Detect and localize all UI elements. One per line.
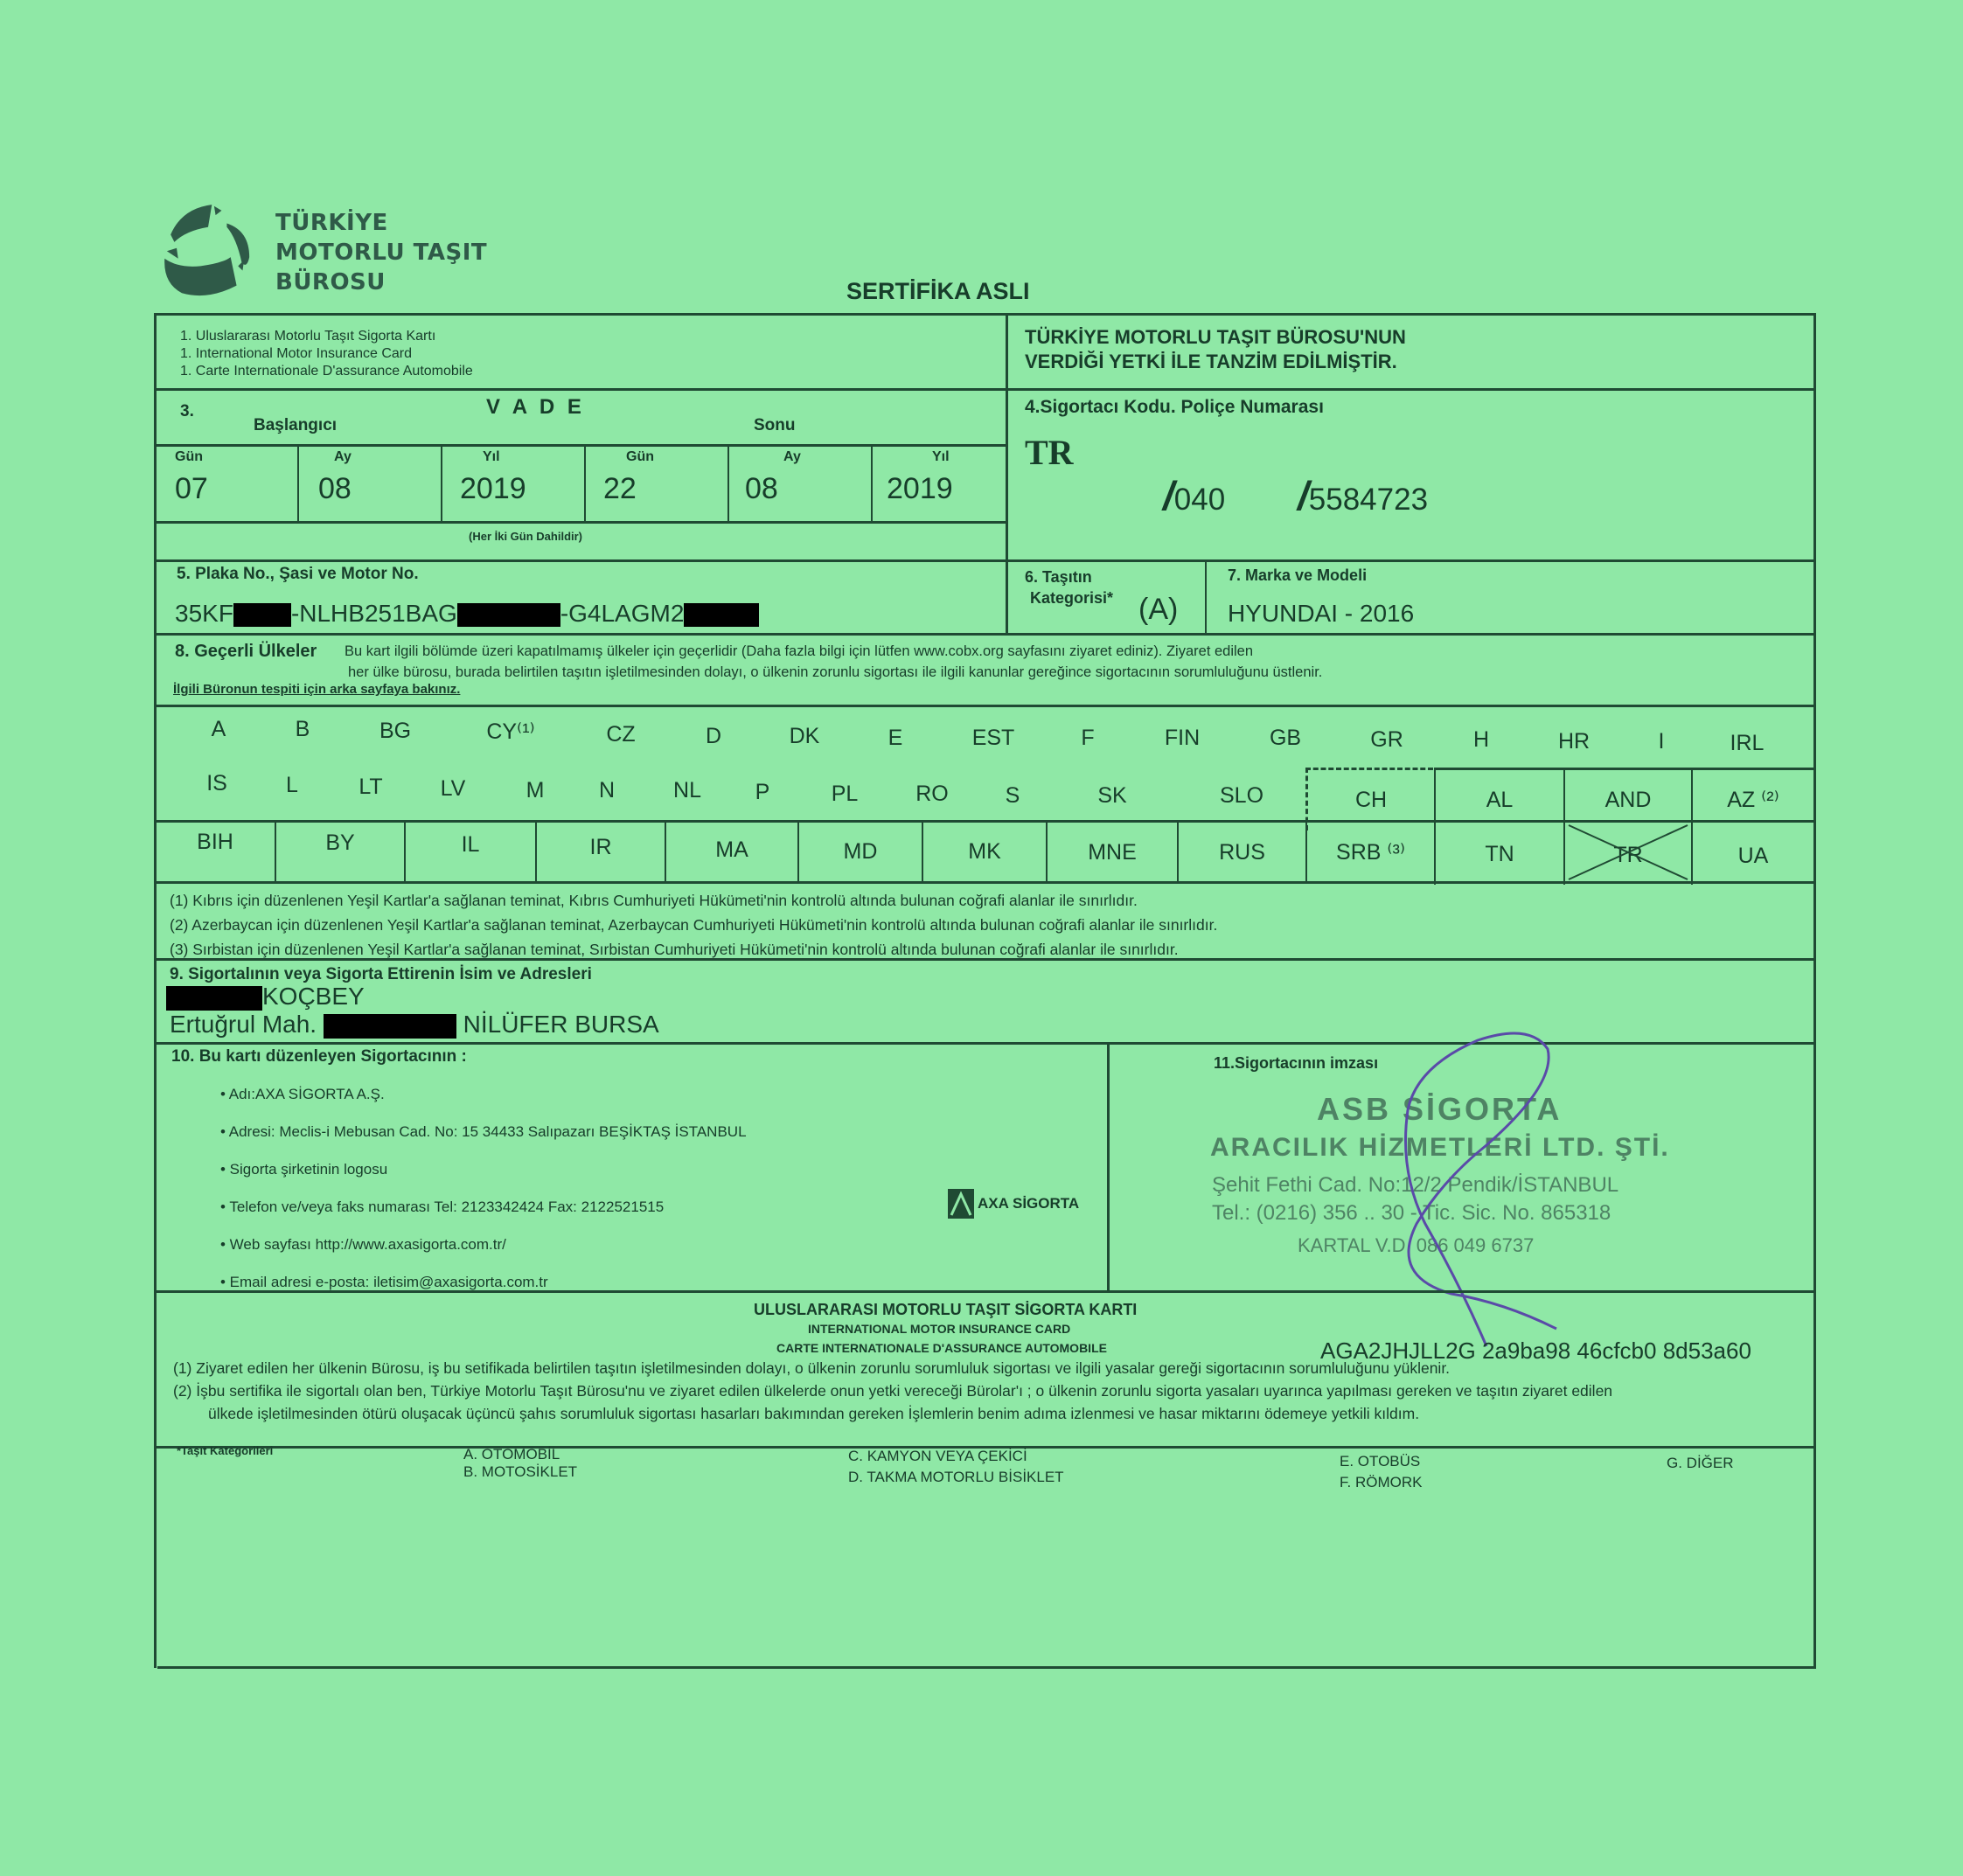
country-code: A xyxy=(211,717,226,741)
stamp-line-1: ASB SİGORTA xyxy=(1317,1091,1563,1127)
countries-text-1: Bu kart ilgili bölümde üzeri kapatılmamış ülkeler için geçerlidir (Daha fazla bilgi için lütfen www.cobx.org sayfasını ziyaret ediniz). Ziyaret edilen xyxy=(345,643,1254,659)
country-cell: RUS xyxy=(1219,839,1265,865)
country-code: PL xyxy=(831,782,859,806)
card-name-en: 1. International Motor Insurance Card xyxy=(180,346,413,361)
country-cell: BIH xyxy=(197,829,233,854)
tmtb-logo-icon xyxy=(156,191,261,309)
vehicle-categories-label: *Taşıt Kategorileri xyxy=(177,1444,274,1457)
country-cell: AND xyxy=(1605,787,1652,812)
date-value: 2019 xyxy=(460,472,526,505)
date-value: 22 xyxy=(603,472,637,505)
issuer-name: • Adı:AXA SİGORTA A.Ş. xyxy=(220,1086,385,1102)
stamp-line-4: Tel.: (0216) 356 .. 30 - Tic. Sic. No. 865318 xyxy=(1212,1201,1611,1225)
country-code: RO xyxy=(915,782,949,806)
country-code: GR xyxy=(1370,727,1403,752)
country-code: H xyxy=(1472,727,1490,752)
axa-logo-icon xyxy=(948,1189,974,1219)
footer-title-fr: CARTE INTERNATIONALE D'ASSURANCE AUTOMOBILE xyxy=(776,1341,1107,1355)
address-end: NİLÜFER BURSA xyxy=(463,1011,659,1038)
plate-label: 5. Plaka No., Şasi ve Motor No. xyxy=(177,565,419,583)
tmtb-logo-text xyxy=(275,208,487,297)
country-code: P xyxy=(755,780,770,804)
issuer-website: • Web sayfası http://www.axasigorta.com.tr/ xyxy=(220,1236,506,1253)
country-cell: BY xyxy=(325,830,355,855)
logo-line-1: TÜRKİYE xyxy=(275,210,388,236)
date-label: Ay xyxy=(334,449,352,464)
issuer-label: 10. Bu kartı düzenleyen Sigortacının : xyxy=(171,1047,467,1066)
date-label: Yıl xyxy=(932,449,950,464)
stamp-line-2: ARACILIK HİZMETLERİ LTD. ŞTİ. xyxy=(1210,1133,1670,1162)
insurer-code-label: 4.Sigortacı Kodu. Poliçe Numarası xyxy=(1025,397,1324,417)
countries-label: 8. Geçerli Ülkeler xyxy=(175,642,317,661)
date-value: 2019 xyxy=(887,472,953,505)
insured-name-value: KOÇBEY xyxy=(262,983,365,1010)
insured-name xyxy=(166,983,365,1011)
country-code: F xyxy=(1081,726,1095,750)
date-label: Ay xyxy=(783,449,801,464)
country-code: BG xyxy=(379,719,412,743)
country-cell: MNE xyxy=(1088,839,1137,865)
vehicle-category-c: C. KAMYON VEYA ÇEKİCİ xyxy=(848,1448,1027,1464)
date-label: Yıl xyxy=(483,449,500,464)
date-value: 08 xyxy=(745,472,778,505)
note-3: (3) Sırbistan için düzenlenen Yeşil Kartlar'a sağlanan teminat, Sırbistan Cumhuriyeti Hükümeti'nin kontrolü altında bulunan coğrafi alanlar ile sınırlıdır. xyxy=(170,941,1179,958)
country-code: DK xyxy=(789,724,820,748)
country-code: LT xyxy=(358,775,383,799)
country-code: CZ xyxy=(606,722,636,747)
cross-out-icon xyxy=(1565,823,1691,881)
country-cell: IL xyxy=(461,831,480,857)
issuer-details xyxy=(220,1075,747,1301)
note-2: (2) Azerbaycan için düzenlenen Yeşil Kartlar'a sağlanan teminat, Azerbaycan Cumhuriyeti Hükümeti'nin kontrolü altında bulunan coğrafi alanlar ile sınırlıdır. xyxy=(170,916,1218,934)
make-value: HYUNDAI - 2016 xyxy=(1228,600,1415,627)
section-1-card-names xyxy=(180,328,473,380)
clause-2a: (2) İşbu sertifika ile sigortalı olan ben, Türkiye Motorlu Taşıt Bürosu'nu ve ziyaret edilen ülkelerde onun yetki vereceği Bürolar'ı ; o ülkenin zorunlu sigorta yasaları uyarınca yapılması gereken ve taşıtın ziyaret edilen xyxy=(173,1382,1613,1400)
country-cell: UA xyxy=(1737,843,1769,868)
authority-statement xyxy=(1025,325,1406,374)
insurer-code-value: 040 xyxy=(1173,483,1226,517)
redaction-box xyxy=(233,603,291,627)
country-cell: SRB ⁽³⁾ xyxy=(1336,840,1405,865)
country-cell: TN xyxy=(1485,841,1514,866)
country-code: D xyxy=(705,724,722,748)
stamp-line-5: KARTAL V.D. 086 049 6737 xyxy=(1298,1234,1535,1256)
authority-line-1: TÜRKİYE MOTORLU TAŞIT BÜROSU'NUN xyxy=(1025,326,1406,348)
vehicle-category-f: F. RÖMORK xyxy=(1340,1474,1423,1490)
footer-title-tr: ULUSLARARASI MOTORLU TAŞIT SİGORTA KARTI xyxy=(754,1301,1138,1318)
validity-note: (Her İki Gün Dahildir) xyxy=(469,530,583,543)
redaction-box xyxy=(457,603,560,627)
country-cell-crossed xyxy=(1565,830,1691,879)
insurer-code: /040 xyxy=(1163,473,1226,518)
logo-line-3: BÜROSU xyxy=(275,269,386,295)
date-label: Gün xyxy=(175,449,203,464)
plate-value xyxy=(175,600,759,628)
category-label-2: Kategorisi* xyxy=(1030,589,1114,607)
country-code: L xyxy=(286,773,298,797)
category-value: (A) xyxy=(1138,593,1179,626)
country-code: EST xyxy=(971,726,1015,750)
clause-1: (1) Ziyaret edilen her ülkenin Bürosu, iş bu setifikada belirtilen taşıtın işletilmesinden dolayı, o ülkenin zorunlu sorumluluk sigortası ve ilgili yasalar gereği sigortacının sorumluluğunu yüklenir. xyxy=(173,1359,1451,1377)
vehicle-category-e: E. OTOBÜS xyxy=(1340,1453,1421,1470)
note-1: (1) Kıbrıs için düzenlenen Yeşil Kartlar'a sağlanan teminat, Kıbrıs Cumhuriyeti Hükümeti'nin kontrolü altında bulunan coğrafi alanlar ile sınırlıdır. xyxy=(170,892,1138,909)
verification-code: AGA2JHJLL2G 2a9ba98 46cfcb0 8d53a60 xyxy=(1320,1338,1751,1364)
issuer-logo-label: • Sigorta şirketinin logosu xyxy=(220,1161,388,1178)
country-code: NL xyxy=(673,778,701,803)
card-name-tr: 1. Uluslararası Motorlu Taşıt Sigorta Kartı xyxy=(180,329,436,344)
stamp-line-3: Şehit Fethi Cad. No:12/2 Pendik/İSTANBUL xyxy=(1212,1173,1619,1197)
country-code: HR xyxy=(1557,729,1591,754)
country-cell: IR xyxy=(589,834,612,859)
vehicle-category-g: G. DİĞER xyxy=(1667,1455,1734,1471)
vehicle-category-a: A. OTOMOBİL xyxy=(463,1446,560,1463)
country-cell: MA xyxy=(715,837,748,862)
redaction-box xyxy=(166,986,262,1011)
country-code: S xyxy=(1005,783,1020,808)
axa-logo-text: AXA SİGORTA xyxy=(978,1195,1080,1212)
validity-start-label: Başlangıcı xyxy=(254,416,338,434)
tmtb-logo xyxy=(156,191,261,309)
insured-label: 9. Sigortalının veya Sigorta Ettirenin İsim ve Adresleri xyxy=(170,965,592,983)
country-cell: CH xyxy=(1354,787,1388,812)
validity-end-label: Sonu xyxy=(754,416,796,434)
category-label-1: 6. Taşıtın xyxy=(1025,568,1092,586)
page-title: SERTİFİKA ASLI xyxy=(846,278,1030,304)
axa-logo xyxy=(948,1189,1079,1219)
chassis-part: -NLHB251BAG xyxy=(290,600,457,627)
country-code: IRL xyxy=(1730,731,1765,755)
plate-part-1: 35KF xyxy=(175,600,233,627)
country-cell: MK xyxy=(968,838,1001,864)
redaction-box xyxy=(684,603,759,627)
make-label: 7. Marka ve Modeli xyxy=(1228,566,1368,584)
country-code: GB xyxy=(1269,726,1302,750)
issuer-address: • Adresi: Meclis-i Mebusan Cad. No: 15 34433 Salıpazarı BEŞİKTAŞ İSTANBUL xyxy=(220,1123,747,1140)
country-code: FIN xyxy=(1164,726,1201,750)
countries-notes xyxy=(170,888,1217,962)
date-label: Gün xyxy=(626,449,654,464)
validity-number: 3. xyxy=(180,402,194,420)
country-code: N xyxy=(598,778,616,803)
address-start: Ertuğrul Mah. xyxy=(170,1011,317,1038)
issuer-phone: • Telefon ve/veya faks numarası Tel: 2123342424 Fax: 2122521515 xyxy=(220,1199,665,1215)
validity-title: V A D E xyxy=(486,395,585,419)
country-code: SK xyxy=(1097,783,1127,808)
footer-title-en: INTERNATIONAL MOTOR INSURANCE CARD xyxy=(808,1322,1071,1336)
country-code: B xyxy=(295,717,310,741)
logo-line-2: MOTORLU TAŞIT xyxy=(275,240,488,266)
vehicle-category-b: B. MOTOSİKLET xyxy=(463,1463,578,1480)
vehicle-category-d: D. TAKMA MOTORLU BİSİKLET xyxy=(848,1469,1064,1485)
crossed-country-code: TR xyxy=(1613,842,1643,867)
issuer-email: • Email adresi e-posta: iletisim@axasigorta.com.tr xyxy=(220,1274,548,1290)
handwritten-signature xyxy=(1347,1032,1609,1346)
insurer-country: TR xyxy=(1025,433,1074,472)
policy-number-value: 5584723 xyxy=(1308,483,1429,517)
category-label xyxy=(1025,566,1113,608)
redaction-box xyxy=(324,1014,456,1039)
footer-clauses xyxy=(173,1357,1612,1425)
country-code: CY⁽¹⁾ xyxy=(486,719,535,744)
country-code: I xyxy=(1658,729,1665,754)
signature-label: 11.Sigortacının imzası xyxy=(1214,1054,1379,1072)
clause-2b: ülkede işletilmesinden ötürü oluşacak üçüncü şahıs sorumluluk sigortası hasarları bakımından gereken İşlemlerin benim adıma izlenmesi ve hasar miktarını ödemeye yetkili kıldım. xyxy=(208,1405,1420,1422)
country-code: M xyxy=(526,778,545,803)
date-value: 07 xyxy=(175,472,208,505)
country-cell: MD xyxy=(843,838,878,864)
countries-text-2: her ülke bürosu, burada belirtilen taşıtın işletilmesinden dolayı, o ülkenin zorunlu sigortası ile ilgili kanunlar gereğince sigortacının sorumluluğunu üstlenir. xyxy=(348,664,1323,680)
authority-line-2: VERDİĞİ YETKİ İLE TANZİM EDİLMİŞTİR. xyxy=(1025,351,1397,372)
country-code: IS xyxy=(206,771,227,796)
country-cell: AZ ⁽²⁾ xyxy=(1727,788,1779,812)
date-value: 08 xyxy=(318,472,352,505)
policy-number: /5584723 xyxy=(1298,473,1429,518)
insured-address xyxy=(170,1011,659,1039)
country-cell: AL xyxy=(1486,787,1514,812)
country-code: E xyxy=(888,726,903,750)
card-name-fr: 1. Carte Internationale D'assurance Automobile xyxy=(180,364,473,379)
engine-part: -G4LAGM2 xyxy=(560,600,685,627)
country-code: LV xyxy=(440,776,466,801)
country-code: SLO xyxy=(1219,783,1264,808)
back-page-link[interactable]: İlgili Büronun tespiti için arka sayfaya bakınız. xyxy=(173,682,461,697)
